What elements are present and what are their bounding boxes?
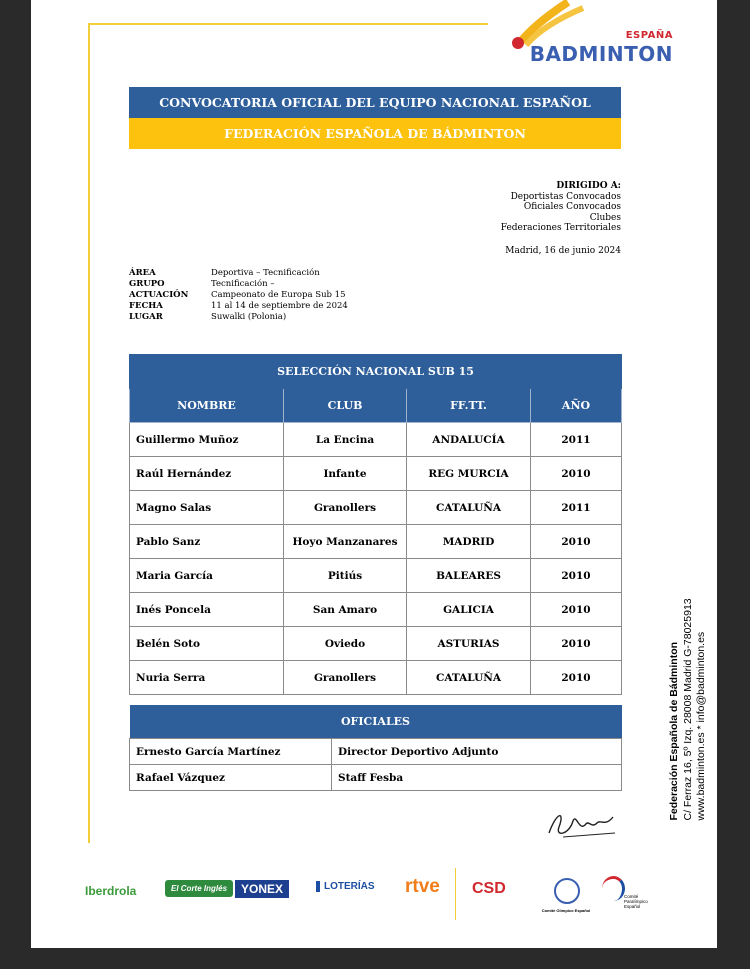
player-federation: REG MURCIA (407, 457, 531, 491)
gold-frame-top (88, 23, 488, 25)
logo-badminton-text: BADMINTON (529, 42, 673, 66)
sponsor-yonex-logo: YONEX (235, 880, 289, 898)
column-header-ano: AÑO (531, 389, 622, 423)
player-name: Raúl Hernández (130, 457, 284, 491)
addressee-item: Deportistas Convocados (510, 191, 621, 202)
player-federation: BALEARES (407, 559, 531, 593)
player-federation: GALICIA (407, 593, 531, 627)
official-role: Staff Fesba (332, 765, 622, 791)
signature-image (543, 803, 623, 843)
info-key: FECHA (129, 301, 163, 311)
player-club: San Amaro (284, 593, 407, 627)
gold-frame-left (88, 23, 90, 843)
logo-espana-text: ESPAÑA (625, 30, 673, 41)
table-row (130, 525, 622, 559)
sponsor-el-corte-ingles-logo: El Corte Inglés (165, 880, 233, 897)
addressee-item: Federaciones Territoriales (500, 223, 621, 233)
table-row (130, 559, 622, 593)
column-header-fftt: FF.TT. (407, 389, 531, 423)
sponsor-iberdrola-logo: Iberdrola (85, 884, 137, 898)
player-name: Inés Poncela (130, 593, 284, 627)
sponsor-divider (455, 868, 456, 920)
player-name: Guillermo Muñoz (130, 423, 284, 457)
sponsor-csd-logo: CSD (472, 880, 506, 897)
player-club: Granollers (284, 491, 407, 525)
player-year: 2011 (531, 423, 622, 457)
addressee-item: Clubes (589, 212, 621, 223)
player-club: Granollers (284, 661, 407, 695)
sponsor-cpe-logo-text: Comité Paralímpico Español (624, 894, 648, 909)
player-club: Pitiús (284, 559, 407, 593)
federation-name: Federación Española de Bádminton (668, 641, 680, 820)
olympic-committee-icon (554, 878, 580, 904)
info-row (129, 279, 348, 290)
column-header-nombre: NOMBRE (130, 389, 284, 423)
player-year: 2010 (531, 661, 622, 695)
info-key: GRUPO (129, 279, 165, 289)
player-year: 2010 (531, 525, 622, 559)
officials-table-title: OFICIALES (130, 705, 622, 739)
header-banner-title: CONVOCATORIA OFICIAL DEL EQUIPO NACIONAL ESPAÑOL (129, 87, 621, 118)
player-name: Magno Salas (130, 491, 284, 525)
sponsor-loterias-logo: LOTERÍAS (316, 881, 375, 892)
info-value: Suwalki (Polonia) (211, 312, 287, 322)
addressees-label: DIRIGIDO A: (556, 181, 621, 191)
info-key: ACTUACIÓN (129, 290, 189, 300)
player-year: 2010 (531, 593, 622, 627)
header-banner-federation: FEDERACIÓN ESPAÑOLA DE BÁDMINTON (129, 118, 621, 149)
sponsor-logos-bar (80, 866, 660, 926)
info-row (129, 301, 348, 312)
official-name: Rafael Vázquez (130, 765, 332, 791)
info-value: Tecnificación – (211, 279, 275, 289)
paralympic-committee-icon (602, 876, 625, 901)
player-name: Pablo Sanz (130, 525, 284, 559)
table-row (130, 423, 622, 457)
player-federation: ASTURIAS (407, 627, 531, 661)
official-role: Director Deportivo Adjunto (332, 739, 622, 765)
sponsor-coe-logo-text: Comité Olímpico Español (541, 908, 591, 913)
player-year: 2011 (531, 491, 622, 525)
player-year: 2010 (531, 559, 622, 593)
table-row (130, 627, 622, 661)
badminton-espana-logo (508, 0, 678, 70)
officials-table (129, 705, 622, 791)
info-value: Campeonato de Europa Sub 15 (211, 290, 346, 300)
selection-table-title: SELECCIÓN NACIONAL SUB 15 (130, 355, 622, 389)
federation-web-email: www.badminton.es * info@badminton.es (695, 631, 707, 820)
player-club: Infante (284, 457, 407, 491)
federation-contact-vertical (668, 560, 728, 820)
player-club: Hoyo Manzanares (284, 525, 407, 559)
info-key: ÁREA (129, 268, 156, 278)
official-name: Ernesto García Martínez (130, 739, 332, 765)
player-name: Maria García (130, 559, 284, 593)
player-club: La Encina (284, 423, 407, 457)
player-federation: CATALUÑA (407, 491, 531, 525)
table-row (130, 457, 622, 491)
info-row (129, 268, 348, 279)
player-year: 2010 (531, 457, 622, 491)
column-header-club: CLUB (284, 389, 407, 423)
table-row (130, 593, 622, 627)
table-row (130, 739, 622, 765)
selection-table (129, 354, 622, 695)
player-name: Nuria Serra (130, 661, 284, 695)
player-federation: MADRID (407, 525, 531, 559)
federation-address: C/ Ferraz 16, 5º Izq. 28008 Madrid G-78025913 (681, 597, 694, 820)
player-year: 2010 (531, 627, 622, 661)
sponsor-rtve-logo: rtve (405, 876, 440, 897)
info-value: 11 al 14 de septiembre de 2024 (211, 301, 348, 311)
player-club: Oviedo (284, 627, 407, 661)
table-row (130, 661, 622, 695)
info-key: LUGAR (129, 312, 163, 322)
addressees-block (501, 181, 621, 234)
document-date: Madrid, 16 de junio 2024 (505, 246, 621, 256)
player-name: Belén Soto (130, 627, 284, 661)
addressee-item: Oficiales Convocados (523, 202, 621, 212)
table-row (130, 765, 622, 791)
player-federation: CATALUÑA (407, 661, 531, 695)
info-row (129, 312, 348, 323)
player-federation: ANDALUCÍA (407, 423, 531, 457)
table-row (130, 491, 622, 525)
info-row (129, 290, 348, 301)
info-value: Deportiva – Tecnificación (211, 268, 320, 278)
event-info-block (129, 268, 348, 323)
